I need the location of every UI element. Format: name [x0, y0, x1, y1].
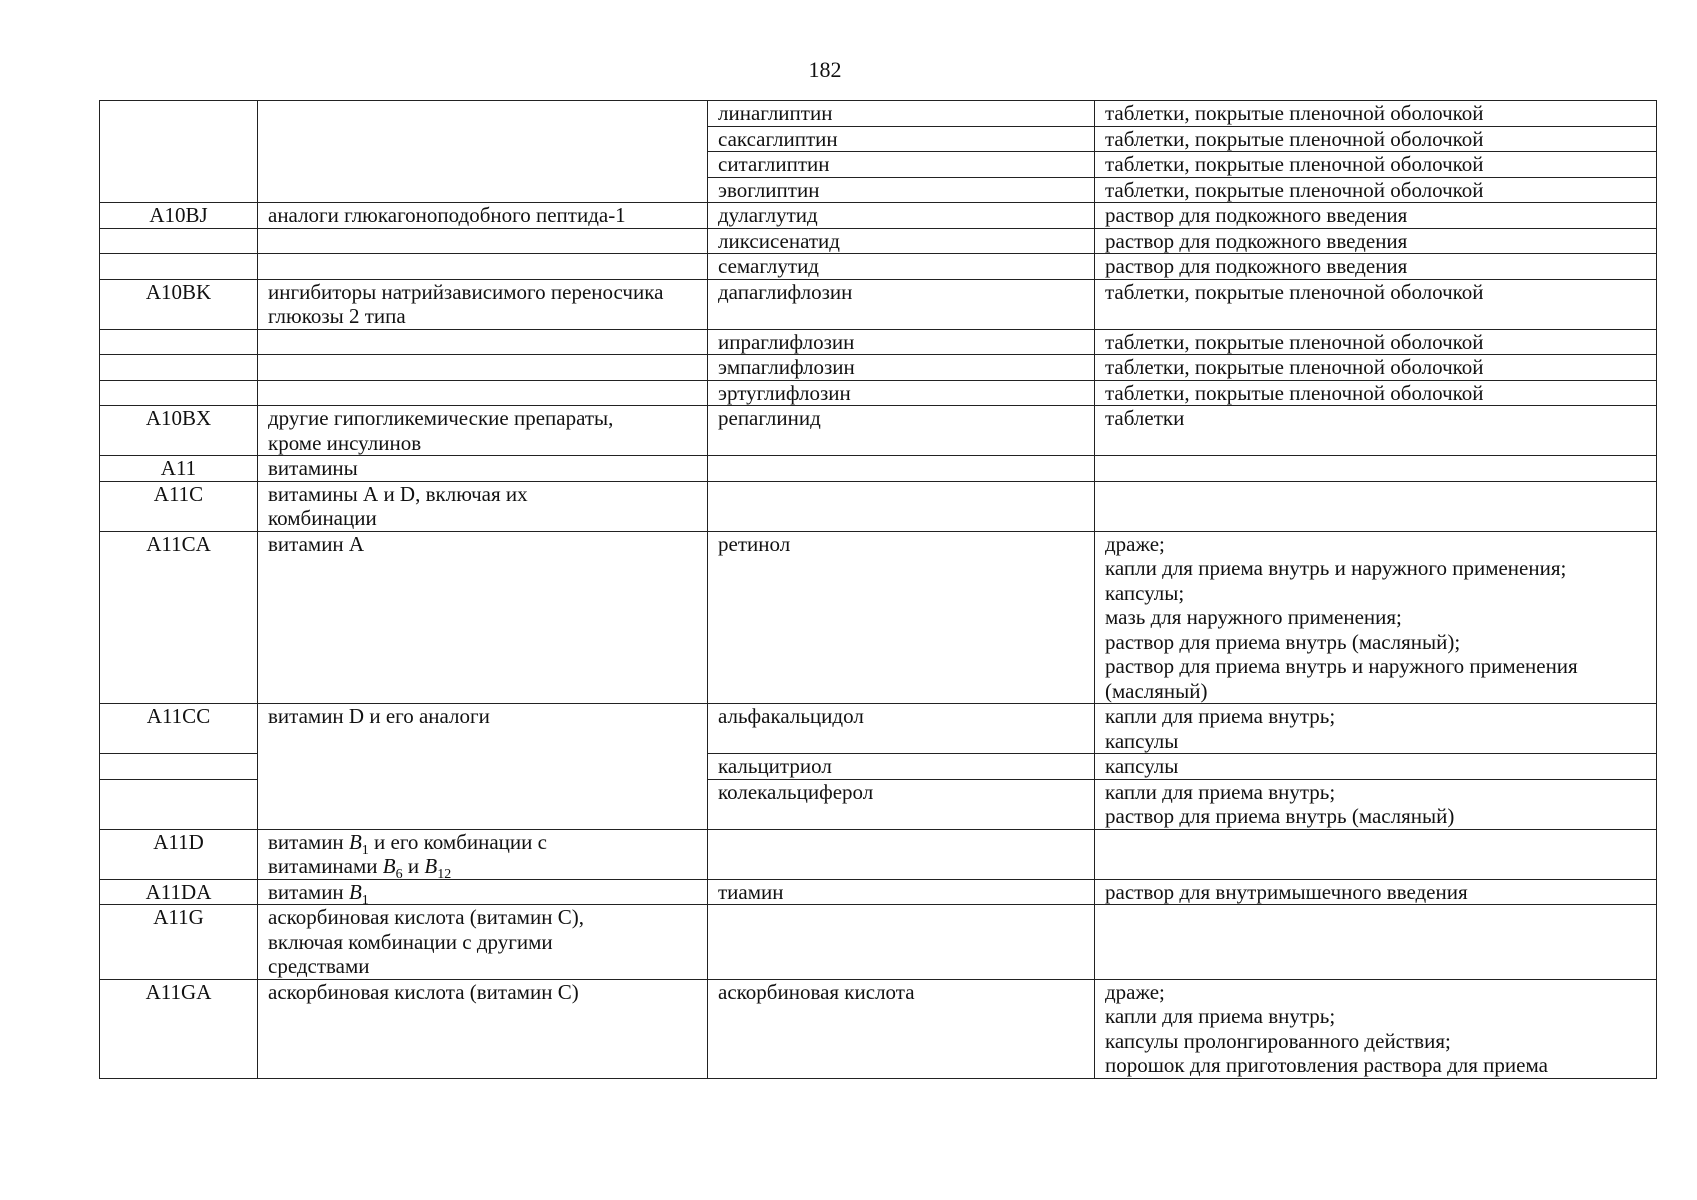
- vitamin-letter: B: [348, 829, 362, 854]
- group-text: витаминами: [268, 854, 383, 878]
- dosage-form: [1095, 481, 1657, 531]
- pharmacological-group: [258, 254, 708, 280]
- table-row: [100, 531, 1657, 704]
- table-row: [100, 329, 1657, 355]
- pharmacological-group: аскорбиновая кислота (витамин С): [258, 979, 708, 1078]
- drug-name: ипраглифлозин: [708, 329, 1095, 355]
- dosage-form: драже; капли для приема внутрь; капсулы пролонгированного действия; порошок для приготовления раствора для приема: [1095, 979, 1657, 1078]
- dosage-form: раствор для подкожного введения: [1095, 228, 1657, 254]
- dosage-form: таблетки, покрытые пленочной оболочкой: [1095, 126, 1657, 152]
- table-row: [100, 279, 1657, 329]
- pharmacological-group: аскорбиновая кислота (витамин C), включая комбинации с другими средствами: [258, 905, 708, 980]
- table-row: [100, 254, 1657, 280]
- atc-code: A11GA: [100, 979, 258, 1078]
- table-row: [100, 829, 1657, 879]
- atc-code: A11C: [100, 481, 258, 531]
- dosage-form: [1095, 905, 1657, 980]
- atc-code: A10BX: [100, 406, 258, 456]
- atc-code: [100, 380, 258, 406]
- pharmacological-group: [258, 329, 708, 355]
- drug-name: тиамин: [708, 879, 1095, 905]
- vitamin-letter: B: [382, 854, 396, 878]
- table-row: [100, 979, 1657, 1078]
- atc-code: A11D: [100, 829, 258, 879]
- dosage-form: раствор для внутримышечного введения: [1095, 879, 1657, 905]
- table-row: [100, 905, 1657, 980]
- dosage-form: таблетки, покрытые пленочной оболочкой: [1095, 177, 1657, 203]
- drug-table: [99, 100, 1657, 1079]
- table-row: [100, 406, 1657, 456]
- dosage-form: таблетки, покрытые пленочной оболочкой: [1095, 329, 1657, 355]
- vitamin-subscript: 6: [395, 867, 403, 883]
- table-row: [100, 355, 1657, 381]
- dosage-form: [1095, 456, 1657, 482]
- drug-name: ликсисенатид: [708, 228, 1095, 254]
- dosage-form: раствор для подкожного введения: [1095, 254, 1657, 280]
- atc-code: A11: [100, 456, 258, 482]
- dosage-form: капсулы: [1095, 754, 1657, 780]
- drug-name: колекальциферол: [708, 779, 1095, 829]
- drug-name: ситаглиптин: [708, 152, 1095, 178]
- pharmacological-group: [258, 380, 708, 406]
- group-text: витамин: [268, 879, 349, 904]
- dosage-form: [1095, 829, 1657, 879]
- drug-name: семаглутид: [708, 254, 1095, 280]
- pharmacological-group: [258, 829, 708, 883]
- atc-code: [100, 101, 258, 203]
- drug-name: линаглиптин: [708, 101, 1095, 127]
- atc-code: A11G: [100, 905, 258, 980]
- vitamin-letter: B: [424, 854, 438, 878]
- atc-code: [100, 254, 258, 280]
- dosage-form: драже; капли для приема внутрь и наружного применения; капсулы; мазь для наружного применения; раствор для приема внутрь (масляный); раствор для приема внутрь и наружного применения (масляный): [1095, 531, 1657, 704]
- group-text: и: [402, 854, 425, 878]
- drug-name: репаглинид: [708, 406, 1095, 456]
- dosage-form: таблетки, покрытые пленочной оболочкой: [1095, 380, 1657, 406]
- atc-code: A10BK: [100, 279, 258, 329]
- pharmacological-group: [258, 228, 708, 254]
- drug-name: [708, 829, 1095, 879]
- atc-code: A11DA: [100, 879, 258, 905]
- table-row: [100, 879, 1657, 905]
- drug-name: кальцитриол: [708, 754, 1095, 780]
- atc-code: [100, 228, 258, 254]
- drug-name: эвоглиптин: [708, 177, 1095, 203]
- table-row: [100, 101, 1657, 127]
- pharmacological-group: витамин А: [258, 531, 708, 704]
- drug-name: [708, 905, 1095, 980]
- drug-name: [708, 456, 1095, 482]
- table-row: [100, 228, 1657, 254]
- pharmacological-group: витамин D и его аналоги: [258, 704, 708, 830]
- drug-name: аскорбиновая кислота: [708, 979, 1095, 1078]
- atc-code: [100, 355, 258, 381]
- pharmacological-group: аналоги глюкагоноподобного пептида-1: [258, 203, 708, 229]
- table-row: [100, 456, 1657, 482]
- pharmacological-group: другие гипогликемические препараты, кроме инсулинов: [258, 406, 708, 456]
- atc-code: A11CC: [100, 704, 258, 754]
- vitamin-subscript: 1: [361, 842, 369, 858]
- pharmacological-group: [258, 879, 708, 908]
- pharmacological-group: витамины А и D, включая их комбинации: [258, 481, 708, 531]
- drug-name: саксаглиптин: [708, 126, 1095, 152]
- atc-code: [100, 329, 258, 355]
- table-row: [100, 380, 1657, 406]
- drug-name: эмпаглифлозин: [708, 355, 1095, 381]
- drug-name: дулаглутид: [708, 203, 1095, 229]
- drug-name: альфакальцидол: [708, 704, 1095, 754]
- vitamin-subscript: 12: [437, 867, 452, 883]
- pharmacological-group: [258, 355, 708, 381]
- dosage-form: таблетки: [1095, 406, 1657, 456]
- dosage-form: таблетки, покрытые пленочной оболочкой: [1095, 355, 1657, 381]
- atc-code: A11CA: [100, 531, 258, 704]
- atc-code: [100, 754, 258, 780]
- drug-name: дапаглифлозин: [708, 279, 1095, 329]
- table-row: [100, 203, 1657, 229]
- pharmacological-group: витамины: [258, 456, 708, 482]
- table-row: [100, 704, 1657, 754]
- table-row: [100, 481, 1657, 531]
- dosage-form: капли для приема внутрь; капсулы: [1095, 704, 1657, 754]
- dosage-form: таблетки, покрытые пленочной оболочкой: [1095, 101, 1657, 127]
- pharmacological-group: [258, 101, 708, 203]
- group-text: и его комбинации с: [368, 829, 547, 854]
- page-number: 182: [808, 57, 842, 82]
- atc-code: [100, 779, 258, 829]
- atc-code: A10BJ: [100, 203, 258, 229]
- vitamin-subscript: 1: [361, 892, 369, 908]
- dosage-form: таблетки, покрытые пленочной оболочкой: [1095, 279, 1657, 329]
- dosage-form: таблетки, покрытые пленочной оболочкой: [1095, 152, 1657, 178]
- pharmacological-group: ингибиторы натрийзависимого переносчика глюкозы 2 типа: [258, 279, 708, 329]
- drug-name: [708, 481, 1095, 531]
- group-text: витамин: [268, 829, 349, 854]
- drug-name: ретинол: [708, 531, 1095, 704]
- dosage-form: раствор для подкожного введения: [1095, 203, 1657, 229]
- vitamin-letter: B: [348, 879, 362, 904]
- drug-name: эртуглифлозин: [708, 380, 1095, 406]
- dosage-form: капли для приема внутрь; раствор для приема внутрь (масляный): [1095, 779, 1657, 829]
